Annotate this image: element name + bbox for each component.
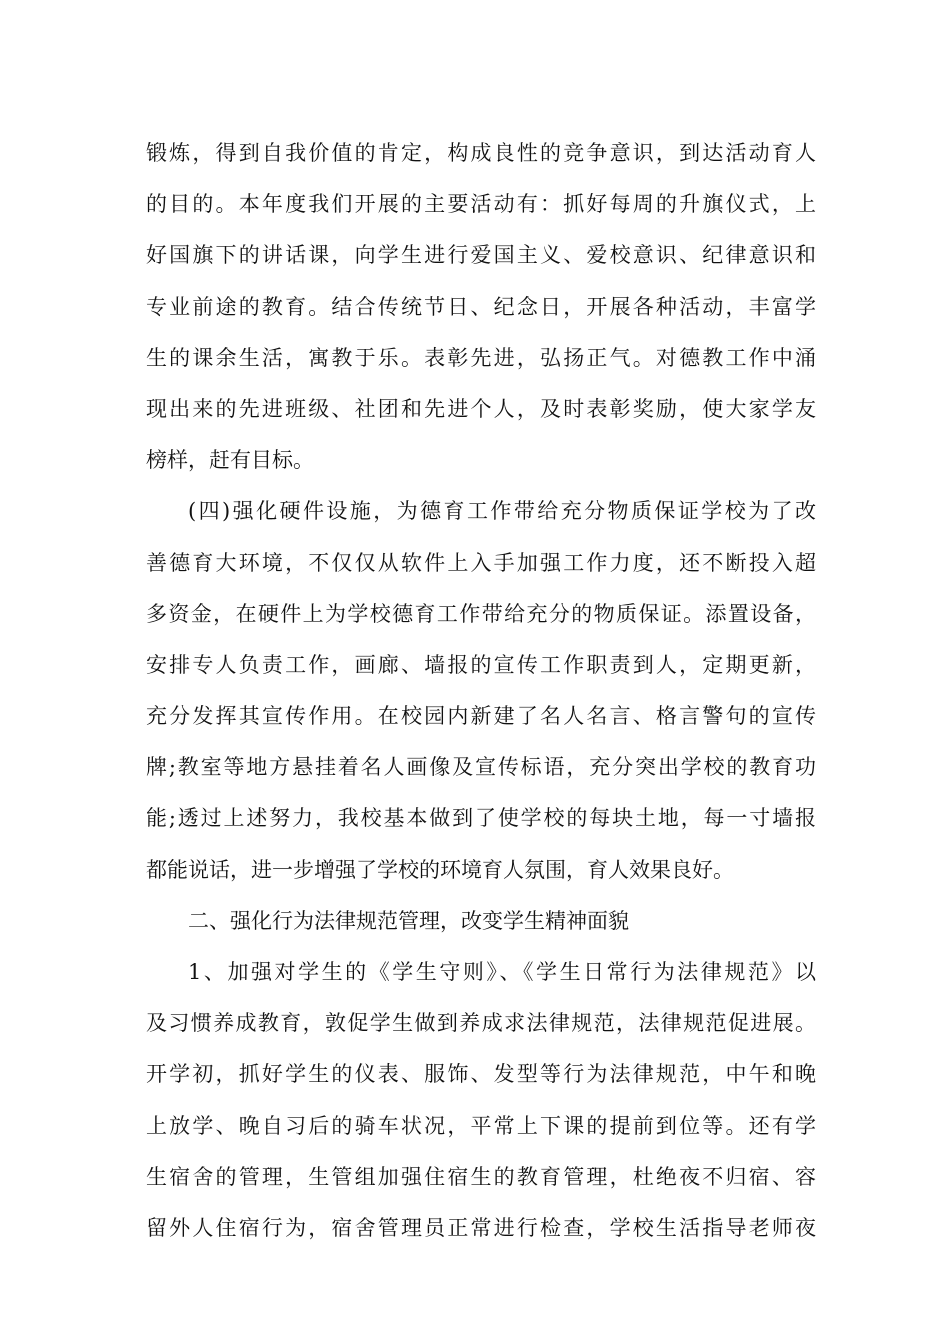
text-line: 生宿舍的管理，生管组加强住宿生的教育管理，杜绝夜不归宿、容 [146,1164,816,1189]
text-line: 能;透过上述努力，我校基本做到了使学校的每块土地，每一寸墙报 [146,806,816,831]
text-line: 专业前途的教育。结合传统节日、纪念日，开展各种活动，丰富学 [146,294,816,319]
text-line: 生的课余生活，寓教于乐。表彰先进，弘扬正气。对德教工作中涌 [146,345,816,370]
section-heading-line: (四)强化硬件设施，为德育工作带给充分物质保证学校为了改 [188,499,816,524]
text-line: 安排专人负责工作，画廊、墙报的宣传工作职责到人，定期更新， [146,652,816,677]
text-line: 现出来的先进班级、社团和先进个人，及时表彰奖励，使大家学友 [146,396,816,421]
text-line: 多资金，在硬件上为学校德育工作带给充分的物质保证。添置设备， [146,601,816,626]
section-heading: 二、强化行为法律规范管理，改变学生精神面貌 [188,908,629,933]
text-line: 榜样，赶有目标。 [146,448,314,473]
text-line: 的目的。本年度我们开展的主要活动有：抓好每周的升旗仪式，上 [146,192,816,217]
text-line: 锻炼，得到自我价值的肯定，构成良性的竞争意识，到达活动育人 [146,141,816,165]
text-line: 留外人住宿行为，宿舍管理员正常进行检查，学校生活指导老师夜 [146,1215,816,1240]
text-line: 1、加强对学生的《学生守则》、《学生日常行为法律规范》以 [188,960,816,984]
text-line: 开学初，抓好学生的仪表、服饰、发型等行为法律规范，中午和晚 [146,1062,816,1087]
text-line: 善德育大环境，不仅仅从软件上入手加强工作力度，还不断投入超 [146,550,816,575]
text-line: 都能说话，进一步增强了学校的环境育人氛围，育人效果良好。 [146,857,734,882]
text-line: 好国旗下的讲话课，向学生进行爱国主义、爱校意识、纪律意识和 [146,243,816,268]
text-line: 牌;教室等地方悬挂着名人画像及宣传标语，充分突出学校的教育功 [146,755,816,780]
text-line: 充分发挥其宣传作用。在校园内新建了名人名言、格言警句的宣传 [146,704,816,729]
body-text [146,128,816,1254]
text-line: 及习惯养成教育，敦促学生做到养成求法律规范，法律规范促进展。 [146,1011,816,1036]
text-line: 上放学、晚自习后的骑车状况，平常上下课的提前到位等。还有学 [146,1113,816,1138]
